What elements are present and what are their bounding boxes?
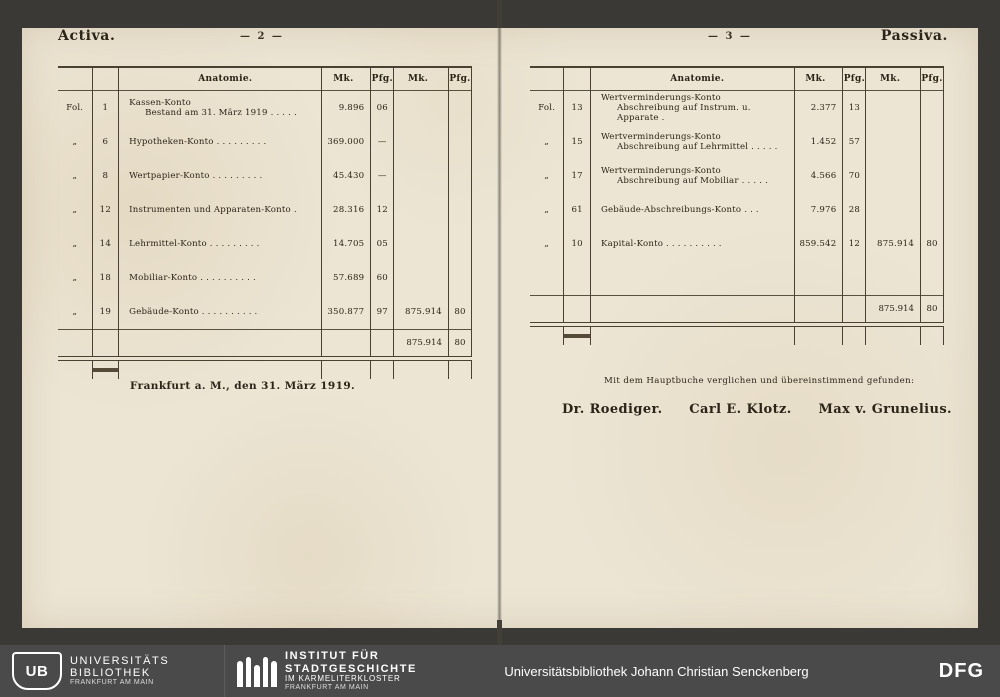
filler-desc xyxy=(590,261,794,296)
cell-desc-line1: Wertverminderungs-Konto xyxy=(600,132,721,142)
filler-mk1 xyxy=(794,261,843,296)
cell-fol: „ xyxy=(72,205,78,215)
footer-spacer-fol xyxy=(530,327,564,346)
footer-spacer-no xyxy=(564,327,591,346)
total-spacer-pfg1 xyxy=(843,296,866,323)
cell-mk-2 xyxy=(394,91,449,125)
signature-3: Max v. Grunelius. xyxy=(818,402,952,417)
cell-pfg-2: 80 xyxy=(920,227,943,261)
cell-pfg-1: 57 xyxy=(843,125,866,159)
cell-pfg-2 xyxy=(448,159,471,193)
cell-mk-1: 369.000 xyxy=(322,125,371,159)
cell-desc-line2: Abschreibung auf Mobiliar . . . . . xyxy=(616,176,769,186)
footer-spacer-desc xyxy=(119,361,322,380)
total-spacer-no xyxy=(92,330,119,357)
cell-mk-2 xyxy=(394,193,449,227)
table-header-row xyxy=(58,68,472,91)
cell-mk-1: 28.316 xyxy=(322,193,371,227)
table-row xyxy=(530,227,944,261)
cell-pfg-1: 28 xyxy=(843,193,866,227)
cell-desc-line1: Hypotheken-Konto . . . . . . . . . xyxy=(129,137,267,147)
table-row xyxy=(58,193,472,227)
cell-fol: „ xyxy=(72,171,78,181)
cell-fol: Fol. xyxy=(66,103,84,113)
header-fol xyxy=(530,68,564,91)
cell-fol: Fol. xyxy=(538,103,556,113)
cell-desc-line1: Wertpapier-Konto . . . . . . . . . xyxy=(129,171,263,181)
table-row xyxy=(530,159,944,193)
footer-spacer-desc xyxy=(590,327,794,346)
ledger-stub-mark xyxy=(93,368,119,372)
total-pfg-2: 80 xyxy=(448,330,471,357)
table-row xyxy=(58,295,472,330)
table-row xyxy=(58,91,472,125)
isg-line-1: INSTITUT FÜR xyxy=(285,650,380,663)
header-mk-1: Mk. xyxy=(322,68,371,91)
cell-desc-line1: Wertverminderungs-Konto xyxy=(600,166,721,176)
table-row xyxy=(58,227,472,261)
table-footer-spacer xyxy=(530,327,944,346)
header-mk-2: Mk. xyxy=(394,68,449,91)
cell-desc-line2: Bestand am 31. März 1919 . . . . . xyxy=(145,108,297,118)
total-row xyxy=(530,296,944,323)
cell-no: 13 xyxy=(564,91,591,125)
dfg-logo[interactable]: DFG xyxy=(938,659,984,682)
cell-pfg-1: 12 xyxy=(371,193,394,227)
cell-mk-1: 859.542 xyxy=(794,227,843,261)
cell-pfg-2 xyxy=(920,91,943,125)
cell-pfg-1: 60 xyxy=(371,261,394,295)
cell-fol: „ xyxy=(544,239,550,249)
table-row xyxy=(530,125,944,159)
cell-mk-1: 2.377 xyxy=(794,91,843,125)
place-and-date: Frankfurt a. M., den 31. März 1919. xyxy=(130,380,356,392)
header-anatomie: Anatomie. xyxy=(119,68,322,91)
cell-desc-line2: Abschreibung auf Lehrmittel . . . . . xyxy=(616,142,778,152)
cell-mk-1: 9.896 xyxy=(322,91,371,125)
cell-desc xyxy=(119,125,322,159)
library-name-label: Universitätsbibliothek Johann Christian Senckenberg xyxy=(504,663,809,679)
cell-no: 18 xyxy=(92,261,119,295)
cell-fol: „ xyxy=(72,137,78,147)
cell-desc-line1: Mobiliar-Konto . . . . . . . . . . xyxy=(129,273,256,283)
footer-spacer-mk2 xyxy=(394,361,449,380)
ub-brand[interactable] xyxy=(0,645,224,697)
footer-spacer-fol xyxy=(58,361,92,380)
left-ledger-table xyxy=(58,66,472,379)
ledger-stub-mark xyxy=(564,334,590,338)
cell-no: 17 xyxy=(564,159,591,193)
book-gutter-bottom xyxy=(497,620,502,645)
cell-mk-2 xyxy=(394,125,449,159)
cell-mk-2 xyxy=(394,227,449,261)
table-header-row xyxy=(530,68,944,91)
cell-desc-line1: Kassen-Konto xyxy=(129,98,191,108)
header-pfg-2: Pfg. xyxy=(920,68,943,91)
filler-fol xyxy=(530,261,564,296)
cell-pfg-2 xyxy=(448,125,471,159)
cell-no: 10 xyxy=(564,227,591,261)
cell-mk-1: 14.705 xyxy=(322,227,371,261)
cell-no: 6 xyxy=(92,125,119,159)
cell-mk-2 xyxy=(394,261,449,295)
cell-desc-line1: Gebäude-Abschreibungs-Konto . . . xyxy=(600,205,759,215)
filler-no xyxy=(564,261,591,296)
cell-desc-line1: Kapital-Konto . . . . . . . . . . xyxy=(600,239,722,249)
cell-no: 8 xyxy=(92,159,119,193)
right-page-title: Passiva. xyxy=(880,28,948,44)
left-page-header xyxy=(40,28,490,50)
ub-brand-text xyxy=(70,655,169,687)
left-page xyxy=(40,28,490,628)
cell-no: 12 xyxy=(92,193,119,227)
right-page-header xyxy=(512,28,962,50)
footer-spacer-pfg2 xyxy=(920,327,943,346)
ub-line-3: FRANKFURT AM MAIN xyxy=(70,679,154,687)
table-row xyxy=(58,261,472,295)
cell-no: 15 xyxy=(564,125,591,159)
cell-mk-1: 57.689 xyxy=(322,261,371,295)
cell-fol: „ xyxy=(544,137,550,147)
cell-desc-line1: Gebäude-Konto . . . . . . . . . . xyxy=(129,307,258,317)
filler-pfg1 xyxy=(843,261,866,296)
cell-pfg-2 xyxy=(920,159,943,193)
footer-spacer-pfg1 xyxy=(371,361,394,380)
cell-desc-line1: Lehrmittel-Konto . . . . . . . . . xyxy=(129,239,260,249)
isg-line-2: STADTGESCHICHTE xyxy=(285,662,417,675)
isg-logo-icon xyxy=(237,655,277,687)
cell-desc xyxy=(119,227,322,261)
total-row xyxy=(58,330,472,357)
left-page-number: — 2 — xyxy=(240,31,284,42)
cell-pfg-2 xyxy=(920,193,943,227)
cell-desc xyxy=(119,91,322,125)
footer-spacer-mk2 xyxy=(866,327,921,346)
right-page xyxy=(512,28,962,628)
footer-spacer-pfg2 xyxy=(448,361,471,380)
header-mk-1: Mk. xyxy=(794,68,843,91)
cell-mk-1: 45.430 xyxy=(322,159,371,193)
cell-desc xyxy=(119,295,322,330)
cell-mk-2 xyxy=(866,91,921,125)
cell-pfg-1: — xyxy=(371,125,394,159)
cell-pfg-1: 13 xyxy=(843,91,866,125)
cell-desc xyxy=(590,125,794,159)
footer-spacer-mk1 xyxy=(794,327,843,346)
cell-desc-line1: Wertverminderungs-Konto xyxy=(600,93,721,103)
cell-desc-line2: Abschreibung auf Instrum. u. Apparate . xyxy=(616,103,751,123)
total-spacer-mk1 xyxy=(322,330,371,357)
total-spacer-desc xyxy=(119,330,322,357)
total-mk-2: 875.914 xyxy=(394,330,449,357)
table-footer-spacer xyxy=(58,361,472,380)
cell-no: 19 xyxy=(92,295,119,330)
cell-fol: „ xyxy=(72,307,78,317)
cell-desc xyxy=(119,261,322,295)
cell-mk-2 xyxy=(394,159,449,193)
signature-2: Carl E. Klotz. xyxy=(689,402,792,417)
cell-fol: „ xyxy=(72,239,78,249)
cell-pfg-2: 80 xyxy=(448,295,471,330)
total-spacer-mk1 xyxy=(794,296,843,323)
header-pfg-2: Pfg. xyxy=(448,68,471,91)
cell-no: 61 xyxy=(564,193,591,227)
cell-pfg-1: 97 xyxy=(371,295,394,330)
cell-no: 1 xyxy=(92,91,119,125)
header-no xyxy=(92,68,119,91)
isg-line-4: FRANKFURT AM MAIN xyxy=(285,683,369,691)
left-page-title: Activa. xyxy=(58,28,116,44)
verification-note: Mit dem Hauptbuche verglichen und übereinstimmend gefunden: xyxy=(604,376,915,386)
cell-pfg-1: 12 xyxy=(843,227,866,261)
cell-mk-2 xyxy=(866,159,921,193)
table-row xyxy=(58,159,472,193)
table-filler-row xyxy=(530,261,944,296)
cell-desc xyxy=(590,227,794,261)
header-fol xyxy=(58,68,92,91)
total-spacer-fol xyxy=(530,296,564,323)
header-pfg-1: Pfg. xyxy=(371,68,394,91)
cell-desc-line1: Instrumenten und Apparaten-Konto . xyxy=(129,205,297,215)
cell-pfg-2 xyxy=(920,125,943,159)
cell-pfg-1: 06 xyxy=(371,91,394,125)
cell-mk-1: 4.566 xyxy=(794,159,843,193)
table-row xyxy=(530,91,944,125)
total-spacer-desc xyxy=(590,296,794,323)
cell-mk-1: 1.452 xyxy=(794,125,843,159)
table-row xyxy=(58,125,472,159)
right-ledger-table xyxy=(530,66,944,345)
filler-pfg2 xyxy=(920,261,943,296)
cell-pfg-1: — xyxy=(371,159,394,193)
ub-line-2: BIBLIOTHEK xyxy=(70,667,151,680)
cell-pfg-2 xyxy=(448,227,471,261)
ub-logo-icon: UB xyxy=(12,652,62,690)
cell-pfg-2 xyxy=(448,261,471,295)
cell-mk-2: 875.914 xyxy=(866,227,921,261)
total-spacer-fol xyxy=(58,330,92,357)
cell-pfg-2 xyxy=(448,91,471,125)
cell-desc xyxy=(119,159,322,193)
header-pfg-1: Pfg. xyxy=(843,68,866,91)
isg-line-3: IM KARMELITERKLOSTER xyxy=(285,673,401,683)
total-pfg-2: 80 xyxy=(920,296,943,323)
footer-spacer-no xyxy=(92,361,119,380)
cell-mk-1: 350.877 xyxy=(322,295,371,330)
total-mk-2: 875.914 xyxy=(866,296,921,323)
total-spacer-no xyxy=(564,296,591,323)
cell-desc xyxy=(590,91,794,125)
cell-pfg-1: 70 xyxy=(843,159,866,193)
footer-spacer-pfg1 xyxy=(843,327,866,346)
cell-pfg-1: 05 xyxy=(371,227,394,261)
ub-line-1: UNIVERSITÄTS xyxy=(70,654,170,667)
header-no xyxy=(564,68,591,91)
cell-no: 14 xyxy=(92,227,119,261)
header-mk-2: Mk. xyxy=(866,68,921,91)
signature-line xyxy=(562,402,952,417)
cell-fol: „ xyxy=(544,205,550,215)
cell-mk-2 xyxy=(866,193,921,227)
cell-desc xyxy=(119,193,322,227)
cell-desc xyxy=(590,193,794,227)
total-spacer-pfg1 xyxy=(371,330,394,357)
isg-brand[interactable] xyxy=(224,645,449,697)
right-page-number: — 3 — xyxy=(708,31,752,42)
cell-fol: „ xyxy=(544,171,550,181)
viewer-footer-bar xyxy=(0,645,1000,697)
signature-1: Dr. Roediger. xyxy=(562,402,663,417)
isg-brand-text xyxy=(285,650,417,691)
cell-mk-2: 875.914 xyxy=(394,295,449,330)
footer-spacer-mk1 xyxy=(322,361,371,380)
book-gutter xyxy=(497,0,502,645)
cell-mk-1: 7.976 xyxy=(794,193,843,227)
table-row xyxy=(530,193,944,227)
cell-mk-2 xyxy=(866,125,921,159)
cell-desc xyxy=(590,159,794,193)
filler-mk2 xyxy=(866,261,921,296)
cell-pfg-2 xyxy=(448,193,471,227)
cell-fol: „ xyxy=(72,273,78,283)
header-anatomie: Anatomie. xyxy=(590,68,794,91)
